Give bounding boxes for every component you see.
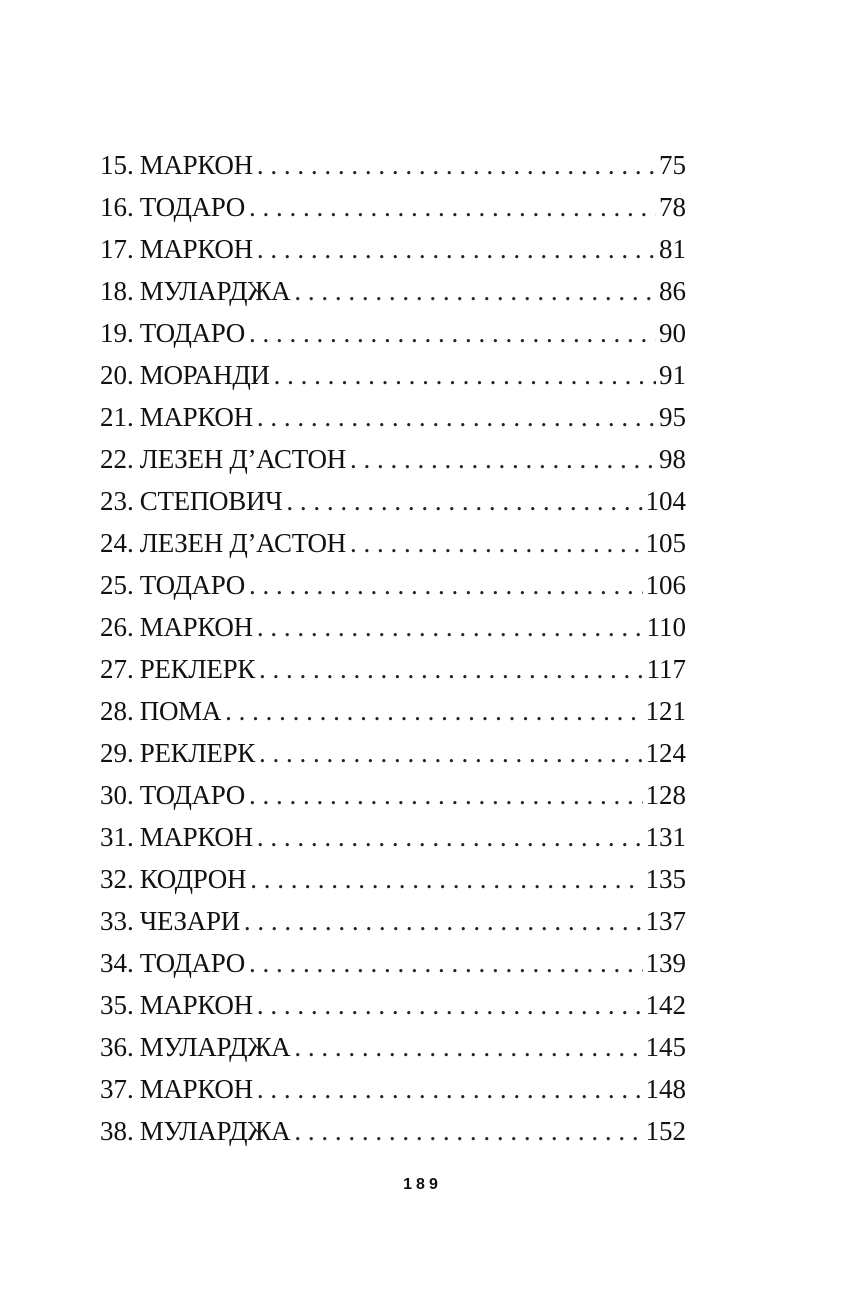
toc-entry-title: ТОДАРО xyxy=(139,570,246,600)
toc-entry xyxy=(100,564,686,606)
dot-leader xyxy=(257,1068,643,1110)
toc-entry-page: 121 xyxy=(645,696,686,726)
toc-entry-number: 25. xyxy=(100,570,134,600)
toc-entry-title: МУЛАРДЖА xyxy=(139,276,291,306)
toc-entry-title: МУЛАРДЖА xyxy=(139,1116,291,1146)
toc-entry-title: МАРКОН xyxy=(139,402,253,432)
dot-leader xyxy=(257,144,656,186)
toc-entry-page: 139 xyxy=(645,948,686,978)
toc-entry-number: 31. xyxy=(100,822,134,852)
toc-entry-page: 91 xyxy=(659,360,686,390)
toc-entry xyxy=(100,1110,686,1152)
toc-entry-title: МОРАНДИ xyxy=(139,360,270,390)
dot-leader xyxy=(350,522,643,564)
toc-entry xyxy=(100,816,686,858)
toc-entry-title: КОДРОН xyxy=(139,864,247,894)
dot-leader xyxy=(249,312,656,354)
toc-entry xyxy=(100,396,686,438)
toc-entry-number: 20. xyxy=(100,360,134,390)
toc-entry-number: 30. xyxy=(100,780,134,810)
toc-entry-number: 26. xyxy=(100,612,134,642)
toc-entry-page: 148 xyxy=(645,1074,686,1104)
toc-entry-number: 36. xyxy=(100,1032,134,1062)
toc-entry-title: МАРКОН xyxy=(139,150,253,180)
toc-entry-title: СТЕПОВИЧ xyxy=(139,486,283,516)
toc-entry-title: ТОДАРО xyxy=(139,192,246,222)
toc-entry-number: 38. xyxy=(100,1116,134,1146)
toc-entry-title: МАРКОН xyxy=(139,990,253,1020)
toc-entry-title: ЛЕЗЕН Д’АСТОН xyxy=(139,528,346,558)
toc-entry-page: 75 xyxy=(659,150,686,180)
toc-entry xyxy=(100,984,686,1026)
toc-entry xyxy=(100,1068,686,1110)
toc-entry-page: 105 xyxy=(645,528,686,558)
dot-leader xyxy=(244,900,643,942)
toc-entry-title: ЧЕЗАРИ xyxy=(139,906,240,936)
toc-entry xyxy=(100,480,686,522)
toc-entry xyxy=(100,732,686,774)
dot-leader xyxy=(259,732,643,774)
dot-leader xyxy=(250,858,642,900)
toc-entry xyxy=(100,270,686,312)
toc-entry-page: 128 xyxy=(645,780,686,810)
dot-leader xyxy=(274,354,656,396)
toc-entry xyxy=(100,900,686,942)
toc-entry xyxy=(100,942,686,984)
dot-leader xyxy=(259,648,644,690)
toc-entry-number: 22. xyxy=(100,444,134,474)
dot-leader xyxy=(249,942,642,984)
toc-entry-number: 21. xyxy=(100,402,134,432)
toc-entry-title: РЕКЛЕРК xyxy=(139,654,255,684)
toc-entry xyxy=(100,144,686,186)
toc-entry-page: 90 xyxy=(659,318,686,348)
dot-leader xyxy=(294,1026,642,1068)
dot-leader xyxy=(257,984,643,1026)
toc-entry xyxy=(100,354,686,396)
dot-leader xyxy=(249,186,656,228)
toc-entry xyxy=(100,522,686,564)
dot-leader xyxy=(350,438,656,480)
toc-entry xyxy=(100,690,686,732)
toc-entry xyxy=(100,648,686,690)
toc-entry-title: ПОМА xyxy=(139,696,222,726)
toc-entry-number: 19. xyxy=(100,318,134,348)
toc-entry-page: 95 xyxy=(659,402,686,432)
toc-entry xyxy=(100,774,686,816)
toc-entry-number: 15. xyxy=(100,150,134,180)
dot-leader xyxy=(257,228,656,270)
toc-entry-title: ТОДАРО xyxy=(139,780,246,810)
toc-entry-title: ЛЕЗЕН Д’АСТОН xyxy=(139,444,346,474)
toc-entry-page: 78 xyxy=(659,192,686,222)
dot-leader xyxy=(257,816,643,858)
toc-entry-page: 142 xyxy=(645,990,686,1020)
toc-entry-number: 37. xyxy=(100,1074,134,1104)
toc-entry-number: 23. xyxy=(100,486,134,516)
table-of-contents xyxy=(100,144,686,1152)
toc-entry-title: МАРКОН xyxy=(139,822,253,852)
toc-entry xyxy=(100,186,686,228)
toc-entry xyxy=(100,606,686,648)
toc-entry-page: 131 xyxy=(645,822,686,852)
toc-entry-number: 28. xyxy=(100,696,134,726)
toc-entry-page: 124 xyxy=(645,738,686,768)
toc-entry-number: 32. xyxy=(100,864,134,894)
toc-entry xyxy=(100,228,686,270)
toc-entry xyxy=(100,858,686,900)
dot-leader xyxy=(294,1110,642,1152)
toc-entry xyxy=(100,312,686,354)
dot-leader xyxy=(249,774,642,816)
dot-leader xyxy=(286,480,642,522)
toc-entry-page: 86 xyxy=(659,276,686,306)
toc-entry-number: 16. xyxy=(100,192,134,222)
toc-entry-number: 33. xyxy=(100,906,134,936)
toc-entry-page: 117 xyxy=(646,654,686,684)
dot-leader xyxy=(294,270,656,312)
toc-entry xyxy=(100,438,686,480)
toc-entry-page: 106 xyxy=(645,570,686,600)
toc-entry-page: 104 xyxy=(645,486,686,516)
toc-entry-page: 145 xyxy=(645,1032,686,1062)
toc-entry-page: 135 xyxy=(645,864,686,894)
toc-entry-number: 27. xyxy=(100,654,134,684)
toc-entry-number: 17. xyxy=(100,234,134,264)
toc-entry-page: 137 xyxy=(645,906,686,936)
toc-entry-number: 24. xyxy=(100,528,134,558)
toc-entry-number: 35. xyxy=(100,990,134,1020)
toc-entry-title: РЕКЛЕРК xyxy=(139,738,255,768)
toc-entry-title: ТОДАРО xyxy=(139,948,246,978)
dot-leader xyxy=(257,606,644,648)
toc-entry-number: 18. xyxy=(100,276,134,306)
dot-leader xyxy=(225,690,642,732)
toc-entry-title: МУЛАРДЖА xyxy=(139,1032,291,1062)
toc-entry-title: МАРКОН xyxy=(139,234,253,264)
dot-leader xyxy=(249,564,642,606)
toc-entry-number: 29. xyxy=(100,738,134,768)
toc-entry xyxy=(100,1026,686,1068)
page-number: 189 xyxy=(403,1176,442,1193)
toc-entry-title: МАРКОН xyxy=(139,612,253,642)
toc-entry-page: 98 xyxy=(659,444,686,474)
toc-entry-page: 81 xyxy=(659,234,686,264)
toc-entry-title: МАРКОН xyxy=(139,1074,253,1104)
toc-entry-title: ТОДАРО xyxy=(139,318,246,348)
toc-entry-page: 152 xyxy=(645,1116,686,1146)
dot-leader xyxy=(257,396,656,438)
toc-entry-number: 34. xyxy=(100,948,134,978)
toc-entry-page: 110 xyxy=(646,612,686,642)
